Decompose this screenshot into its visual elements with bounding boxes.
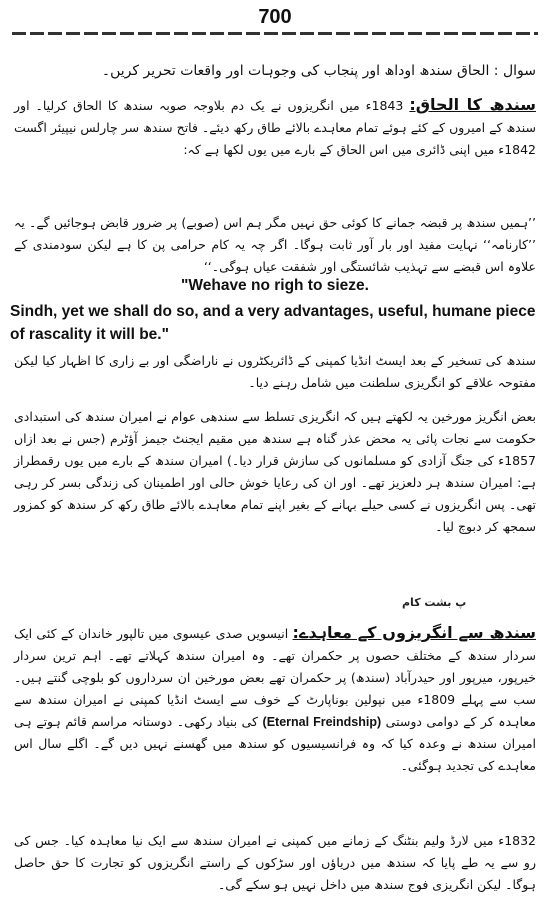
- urdu-quote: ’’ہمیں سندھ پر قبضہ جمانے کا کوئی حق نہیں مگر ہم اس (صوبے) پر ضرور قابض ہوجائیں گے۔ یہ ’’کارنامہ‘‘ نہایت مفید اور بار آور ثابت ہوگا۔ اگر چہ یہ کام حرامی پن کا ہے لیکن سودمندی کے علاوہ اس قبضے سے تہذیب شائستگی اور شفقت عیاں ہوگی۔‘‘: [14, 215, 536, 274]
- english-quote-line-1: "Wehave no righ to sieze.: [181, 277, 369, 294]
- question-line: سوال : الحاق سندھ اوداھ اور پنجاب کی وجوہات اور واقعات تحریر کریں۔: [101, 63, 536, 79]
- header-rule: [12, 32, 538, 35]
- english-term: (Eternal Freindship): [262, 715, 382, 729]
- section-annexation-text: 1843ء میں انگریزوں نے یک دم بلاوجہ صوبہ سندھ کا الحاق کرلیا۔ اور سندھ کے امیروں کے کئے ہوئے تمام معاہدے بالائے طاق رکھ دیئے۔ فاتح سندھ سر چارلس نیپیئر اگست 1842ء میں اپنی ڈائری میں اس الحاق کے بارے میں یوں لکھا ہے کہ:: [14, 98, 536, 157]
- paragraph-1832-treaty: 1832ء میں لارڈ ولیم بنٹنگ کے زمانے میں کمپنی نے امیران سندھ سے ایک نیا معاہدہ کیا۔ جس کی رو سے یہ طے پایا کہ سندھ میں دریاؤں اور سڑکوں کے راستے انگریزوں کو تجارت کا حق حاصل ہوگا۔ لیکن انگریزی فوج سندھ میں داخل نہیں ہو سکے گی۔: [14, 833, 536, 892]
- section-heading-treaties: سندھ سے انگریزوں کے معاہدے:: [292, 623, 536, 642]
- paragraph-directors: سندھ کی تسخیر کے بعد ایسٹ انڈیا کمپنی کے ڈائریکٹروں نے ناراضگی اور بے زاری کا اظہار کیا لیکن مفتوحہ علاقے کو انگریزی سلطنت میں شامل رہنے دیا۔: [14, 353, 536, 390]
- section-treaties-text-2: کی بنیاد رکھی۔ دوستانہ مراسم قائم ہوتے ہی امیران سندھ نے وعدہ کیا کہ وہ فرانسیسیوں کو سندھ میں گھسنے نہیں دیں گے۔ اگلے سال اس معاہدے کی تجدید ہوگئی۔: [14, 714, 536, 773]
- section-treaties-paragraph: [14, 622, 536, 777]
- section-heading-annexation: سندھ کا الحاق:: [409, 95, 536, 114]
- page-number: 700: [258, 6, 292, 28]
- paragraph-historians: بعض انگریز مورخین یہ لکھتے ہیں کہ انگریزی تسلط سے سندھی عوام نے امیران سندھ کی استبدادی حکومت سے نجات پائی یہ محض عذر گناہ ہے سندھ میں مقیم ایجنٹ جیمز آؤٹرم (جس نے بعد ازاں 1857ء کی جنگ آزادی کو مسلمانوں کی سازش قرار دیا۔) امیران سندھ کے بارے میں یوں رقمطراز ہے: امیران سندھ ہر دلعزیز تھے۔ اور ان کی رعایا خوش حالی اور اطمینان کی زندگی بسر کر رہی تھی۔ پس انگریزوں نے کسی حیلے بہانے کے بغیر اپنے تمام معاہدے بالائے طاق رکھ کر سندھ کو کمزور سمجھ کر دبوچ لیا۔: [14, 409, 536, 534]
- english-quote-line-2: Sindh, yet we shall do so, and a very advantages, useful, humane piece of rascality it will be.": [10, 303, 536, 343]
- section-annexation-paragraph: [14, 94, 536, 161]
- section-treaties-text-1: انیسویں صدی عیسوی میں تالپور خاندان کے کئی ایک سردار سندھ کے مختلف حصوں پر حکمران تھے۔ وہ امیران سندھ کہلاتے تھے۔ اہم ترین سردار خیرپور، میرپور اور حیدرآباد (سندھ) پر حکمران تھے بعض مورخین ان سرداروں کو بلوچی گنتے ہیں۔ سب سے پہلے 1809ء میں نپولین بوناپارٹ کے خوف سے ایسٹ انڈیا کمپنی نے امیران سندھ سے معاہدہ کر کے دوامی دوستی: [14, 626, 536, 729]
- margin-note: پ بشت کام: [402, 596, 467, 609]
